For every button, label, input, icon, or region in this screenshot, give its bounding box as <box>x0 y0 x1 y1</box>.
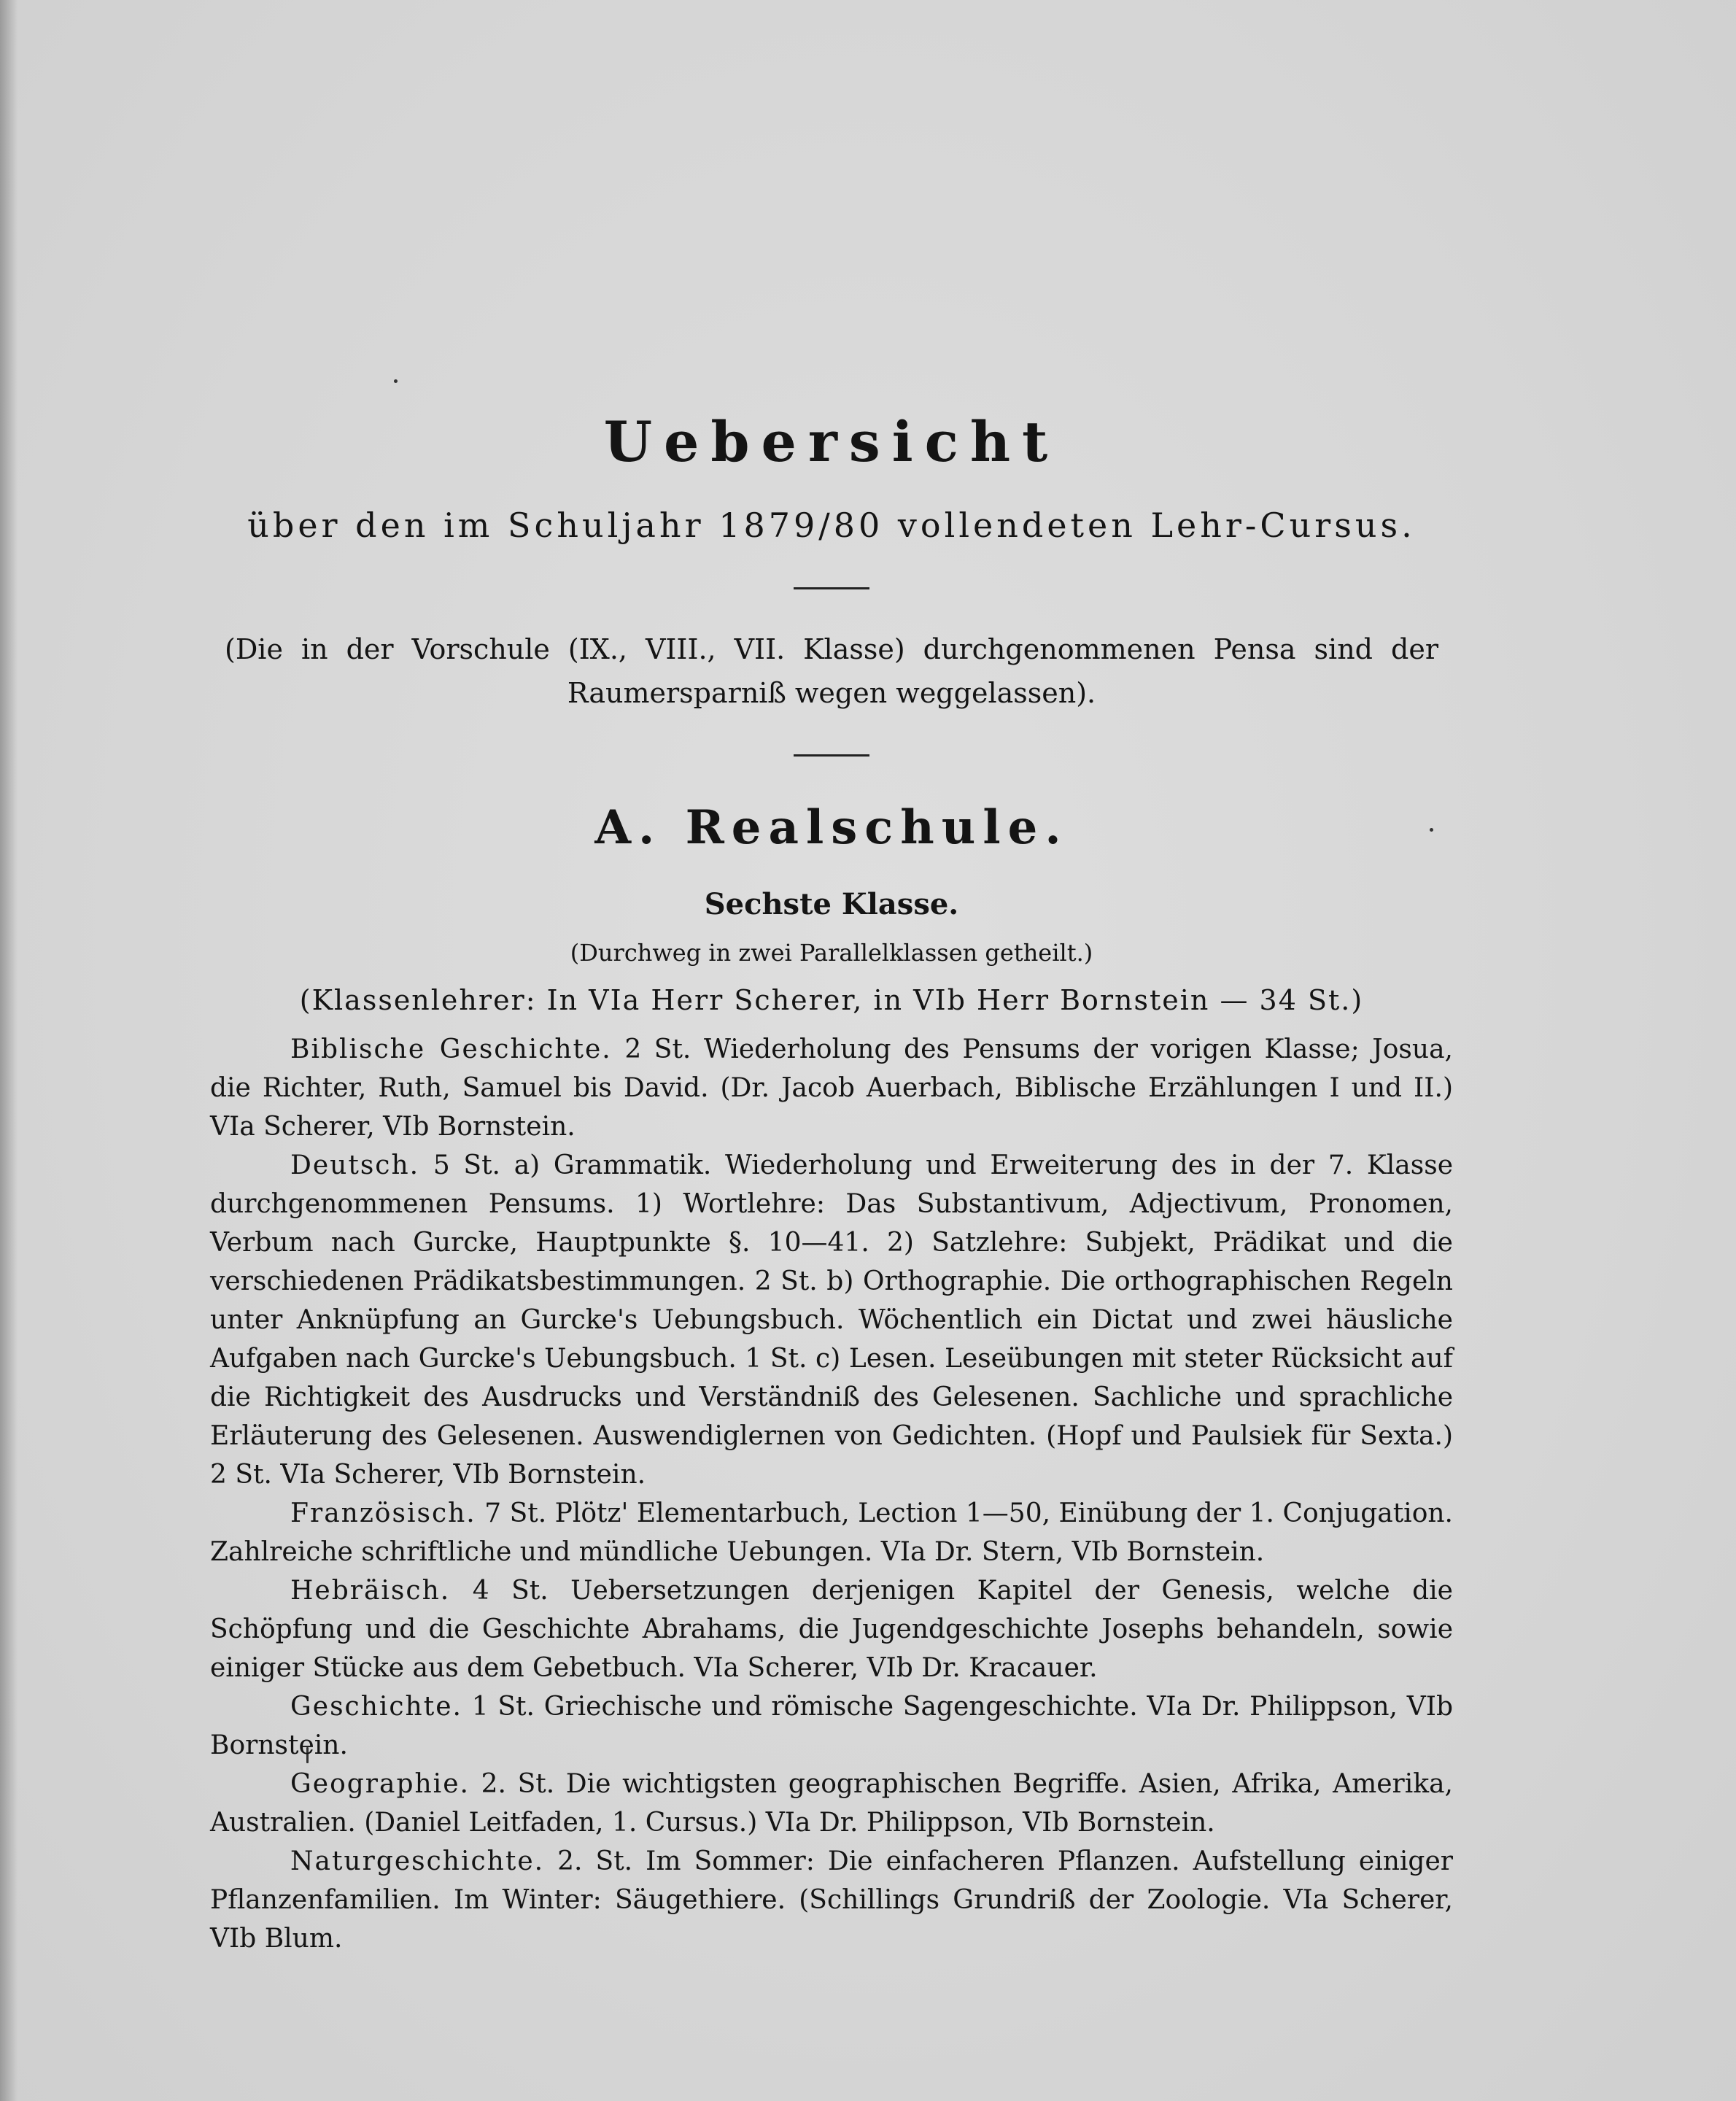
page-title: Uebersicht <box>603 409 1060 474</box>
subject-text: 5 St. a) Grammatik. Wiederholung und Erweiterung des in der 7. Klasse durchgenommenen Pensums. 1) Wortlehre: Das Substantivum, Adjectivum, Pronomen, Verbum nach Gurcke, Hauptpunkte §. 10—41. 2) Satzlehre: Subjekt, Prädikat und die verschiedenen Prädikatsbestimmungen. 2 St. b) Orthographie. Die orthographischen Regeln unter Anknüpfung an Gurcke's Uebungsbuch. Wöchentlich ein Dictat und zwei häusliche Aufgaben nach Gurcke's Uebungsbuch. 1 St. c) Lesen. Leseübungen mit steter Rücksicht auf die Richtigkeit des Ausdrucks und Verständniß des Gelesenen. Sachliche und sprachliche Erläuterung des Gelesenen. Auswendiglernen von Gedichten. (Hopf und Paulsiek für Sexta.) 2 St. VIa Scherer, VIb Bornstein. <box>210 1150 1453 1490</box>
subject-paragraph <box>210 1765 1453 1842</box>
section-heading: A. Realschule. <box>594 800 1069 855</box>
subject-paragraph <box>210 1687 1453 1765</box>
subject-text: 2 St. Wiederholung des Pensums der vorigen Klasse; Josua, die Richter, Ruth, Samuel bis David. (Dr. Jacob Auerbach, Biblische Erzählungen I und II.) VIa Scherer, VIb Bornstein. <box>210 1034 1453 1142</box>
page-subtitle: über den im Schuljahr 1879/80 vollendeten Lehr-Cursus. <box>247 506 1416 546</box>
subject-name: Naturgeschichte. <box>290 1846 545 1876</box>
editorial-note: (Die in der Vorschule (IX., VIII., VII. Klasse) durchgenommenen Pensa sind der Raumersparniß wegen weggelassen). <box>225 632 1438 709</box>
subject-text: 7 St. Plötz' Elementarbuch, Lection 1—50, Einübung der 1. Conjugation. Zahlreiche schriftliche und mündliche Uebungen. VIa Dr. Stern, VIb Bornstein. <box>210 1498 1453 1567</box>
subject-name: Biblische Geschichte. <box>290 1034 612 1064</box>
subject-paragraph <box>210 1030 1453 1146</box>
subject-paragraph <box>210 1842 1453 1958</box>
subject-paragraph <box>210 1494 1453 1571</box>
subject-name: Französisch. <box>290 1498 476 1528</box>
ink-speck <box>394 379 398 383</box>
subject-name: Hebräisch. <box>290 1575 451 1606</box>
subject-paragraph <box>210 1571 1453 1687</box>
class-title: Sechste Klasse. <box>704 886 959 921</box>
subject-name: Geschichte. <box>290 1691 462 1722</box>
subject-paragraph <box>210 1146 1453 1494</box>
class-note: (Durchweg in zwei Parallelklassen getheilt.) <box>570 938 1093 967</box>
subject-text: 1 St. Griechische und römische Sagengeschichte. VIa Dr. Philippson, VIb Bornstein. <box>210 1691 1453 1760</box>
divider <box>794 754 869 757</box>
subject-text: 2. St. Die wichtigsten geographischen Begriffe. Asien, Afrika, Amerika, Australien. (Daniel Leitfaden, 1. Cursus.) VIa Dr. Philippson, VIb Bornstein. <box>210 1768 1453 1838</box>
document-content <box>210 409 1453 1958</box>
subject-name: Deutsch. <box>290 1150 420 1180</box>
page-edge-shadow <box>0 0 18 2101</box>
subject-name: Geographie. <box>290 1768 470 1799</box>
divider <box>794 587 869 589</box>
subject-text: 4 St. Uebersetzungen derjenigen Kapitel der Genesis, welche die Schöpfung und die Geschichte Abrahams, die Jugendgeschichte Josephs behandeln, sowie einiger Stücke aus dem Gebetbuch. VIa Scherer, VIb Dr. Kracauer. <box>210 1575 1453 1683</box>
teacher-line: (Klassenlehrer: In VIa Herr Scherer, in VIb Herr Bornstein — 34 St.) <box>299 983 1364 1016</box>
subject-text: 2. St. Im Sommer: Die einfacheren Pflanzen. Aufstellung einiger Pflanzenfamilien. Im Winter: Säugethiere. (Schillings Grundriß der Zoologie. VIa Scherer, VIb Blum. <box>210 1846 1453 1954</box>
